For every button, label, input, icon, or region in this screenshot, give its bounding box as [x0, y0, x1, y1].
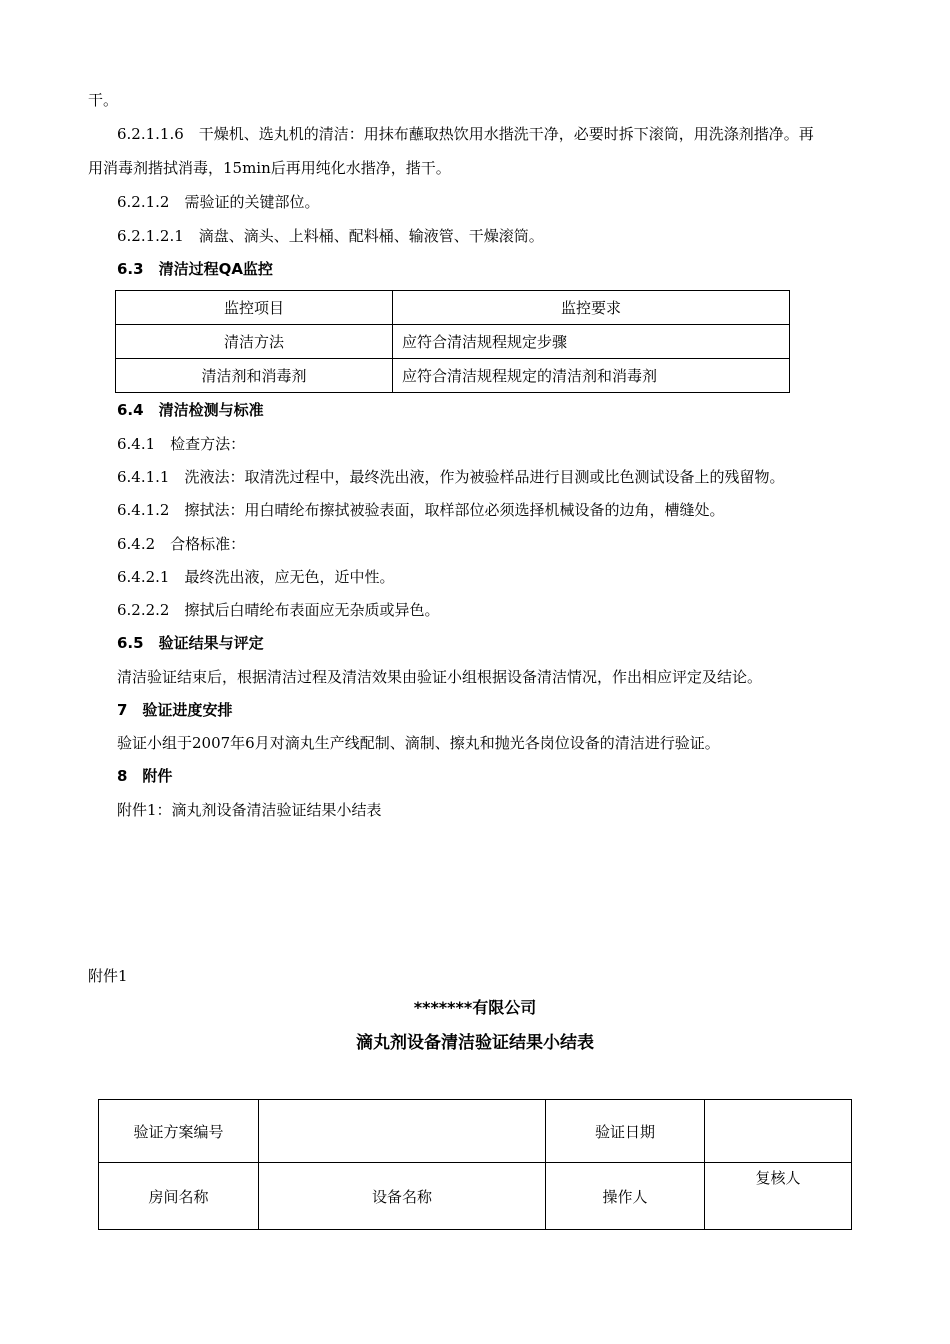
cleaning-result-table	[98, 1099, 852, 1230]
heading-6-3: 6.3 清洁过程QA监控	[117, 260, 273, 278]
table-cell: 应符合清洁规程规定的清洁剂和消毒剂	[393, 359, 790, 393]
operator-header: 操作人	[546, 1163, 705, 1230]
paragraph-6-2-1-1-6: 6.2.1.1.6 干燥机、选丸机的清洁：用抹布蘸取热饮用水揩洗干净，必要时拆下滚筒，用洗涤剂揩净。再	[117, 125, 814, 143]
paragraph-6-2-2-2: 6.2.2.2 擦拭后白晴纶布表面应无杂质或异色。	[117, 601, 440, 619]
paragraph-6-4-1-2: 6.4.1.2 擦拭法：用白晴纶布擦拭被验表面，取样部位必须选择机械设备的边角，槽缝处。	[117, 501, 725, 519]
validation-date-label: 验证日期	[546, 1100, 705, 1163]
heading-6-4: 6.4 清洁检测与标准	[117, 401, 264, 419]
paragraph-6-5-body: 清洁验证结束后，根据清洁过程及清洁效果由验证小组根据设备清洁情况，作出相应评定及结论。	[117, 668, 763, 686]
paragraph-7-body: 验证小组于2007年6月对滴丸生产线配制、滴制、擦丸和抛光各岗位设备的清洁进行验证。	[117, 734, 720, 752]
table-header-row	[116, 291, 790, 325]
protocol-number-value	[259, 1100, 546, 1163]
heading-7: 7 验证进度安排	[117, 701, 233, 719]
table-header-cell: 监控要求	[393, 291, 790, 325]
paragraph-6-2-1-1-6-cont: 用消毒剂揩拭消毒，15min后再用纯化水揩净，揩干。	[88, 159, 451, 177]
table-row	[99, 1163, 852, 1230]
table-cell: 清洁剂和消毒剂	[116, 359, 393, 393]
table-row	[116, 325, 790, 359]
paragraph-6-2-1-2-1: 6.2.1.2.1 滴盘、滴头、上料桶、配料桶、输液管、干燥滚筒。	[117, 227, 544, 245]
paragraph-6-2-1-2: 6.2.1.2 需验证的关键部位。	[117, 193, 320, 211]
paragraph-continuation: 干。	[88, 91, 119, 109]
table-row	[116, 359, 790, 393]
reviewer-header: 复核人	[705, 1163, 852, 1230]
paragraph-8-body: 附件1：滴丸剂设备清洁验证结果小结表	[117, 801, 382, 819]
paragraph-6-4-1-1: 6.4.1.1 洗液法：取清洗过程中，最终洗出液，作为被验样品进行目测或比色测试设备上的残留物。	[117, 468, 785, 486]
paragraph-6-4-1: 6.4.1 检查方法：	[117, 435, 246, 453]
table-cell: 清洁方法	[116, 325, 393, 359]
paragraph-6-4-2: 6.4.2 合格标准：	[117, 535, 246, 553]
table-row	[99, 1100, 852, 1163]
appendix-title: 滴丸剂设备清洁验证结果小结表	[356, 1033, 594, 1053]
protocol-number-label: 验证方案编号	[99, 1100, 259, 1163]
table-cell: 应符合清洁规程规定步骤	[393, 325, 790, 359]
heading-6-5: 6.5 验证结果与评定	[117, 634, 264, 652]
appendix-label: 附件1	[88, 967, 128, 985]
table-header-cell: 监控项目	[116, 291, 393, 325]
equipment-name-header: 设备名称	[259, 1163, 546, 1230]
paragraph-6-4-2-1: 6.4.2.1 最终洗出液，应无色，近中性。	[117, 568, 395, 586]
heading-8: 8 附件	[117, 767, 173, 785]
qa-monitor-table	[115, 290, 790, 393]
room-name-header: 房间名称	[99, 1163, 259, 1230]
validation-date-value	[705, 1100, 852, 1163]
company-name: *******有限公司	[413, 998, 537, 1017]
